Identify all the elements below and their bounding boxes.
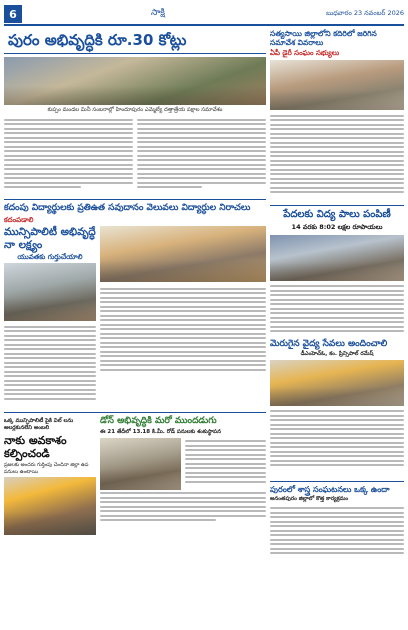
left-column: [4, 30, 266, 535]
story5-photo: [100, 438, 181, 490]
r-story1-headline: సత్యసాయి జిల్లాలోని కదిరిలో జరిగిన సమావేశ వివరాలు: [270, 29, 377, 47]
main-story-body: [4, 116, 133, 196]
page-header: [4, 4, 404, 26]
story3-block: [4, 226, 96, 409]
main-photo: [4, 57, 266, 105]
r-story1-sub: ఏపీ డైరీ సంఘం సభ్యులు: [270, 49, 340, 58]
story2-headline: కదంపు విద్యార్థులకు ప్రతిఉత సవుదానం వెలువలు విద్యార్ధుల నిరాచలు: [4, 203, 251, 214]
story3-body: [4, 323, 96, 409]
r-story3-sub: డీఎంహెచ్‌ఓ, కం. ప్రిన్సిపాల్ రమేష్: [300, 350, 374, 357]
r-story2-body: [270, 283, 404, 339]
r-story2-date: 14 వరకు 8:02 లక్షల రూపాయలు: [291, 222, 383, 231]
story6-photo: [4, 477, 96, 535]
story2-sub: కదంపడాలి: [4, 215, 34, 224]
story5-body: [185, 438, 266, 490]
r-story3-headline: మెరుగైన వైద్య సేవలు అందించాలి: [270, 338, 388, 349]
story5-block: [100, 416, 266, 535]
story4-photo: [100, 226, 266, 282]
issue-date: బుధవారం 23 నవంబర్ 2026: [326, 9, 404, 17]
main-story-body-2: [137, 116, 266, 196]
r-story3-photo: [270, 360, 404, 406]
story5-headline: డోన్ అభివృద్ధికి మరో ముందడుగు: [100, 416, 217, 427]
r-story3-body: [270, 408, 404, 478]
r-story1-body: [270, 112, 404, 202]
r-story2-headline: పేదలకు విద్య పాలు పంపిణీ: [283, 209, 391, 220]
right-column: [270, 30, 404, 565]
r-story4-headline: పురంలో శాస్త్ర సంఘటనలు ఒక్క ఉందా: [270, 484, 390, 494]
r-story2-photo: [270, 235, 404, 281]
story6-headline: నాకు అవకాశం కల్పించండి: [4, 434, 67, 461]
story3-photo: [4, 263, 96, 321]
story4-body: [100, 285, 266, 381]
page-number: 6: [4, 5, 22, 23]
main-photo-caption: కుప్పం మండల మినీ సంబరాల్లో హిందూపురం ఎమ్మెల్యే దత్తాత్రేయ పక్షాల సమావేశం: [47, 107, 223, 114]
story6-sub: ఒక్క మున్సిపాలిటీ పైకి విల్ లను అలర్లకునలేని అంబలి: [4, 418, 74, 432]
r-story4-body: [270, 505, 404, 565]
r-story4-sub: అనంతపురం జిల్లాలో కొత్త కార్యక్రమం: [270, 495, 349, 502]
story5-body-2: [100, 490, 266, 526]
story4-block: [100, 226, 266, 409]
story5-sub: ఈ 21 తేదీలో 13.18 కి.మీ. రోడ్ పనులకు శంకుస్థాపన: [100, 428, 221, 435]
r-story1-photo: [270, 60, 404, 110]
story3-sub: యువతకు గుర్తుచేయాలి: [17, 252, 83, 261]
story6-block: [4, 416, 96, 535]
main-headline: పురం అభివృద్ధికి రూ.30 కోట్లు: [4, 30, 266, 54]
story6-tag: ప్రజలకు అందరు గుర్తింపు చెందినా జిల్లా ఉప పనులు ఉంటాయి: [4, 462, 89, 475]
story3-headline: మున్సిపాలిటీ అభివృద్ధే నా లక్ష్యం: [4, 226, 96, 251]
paper-name: సాక్షి: [151, 8, 165, 18]
